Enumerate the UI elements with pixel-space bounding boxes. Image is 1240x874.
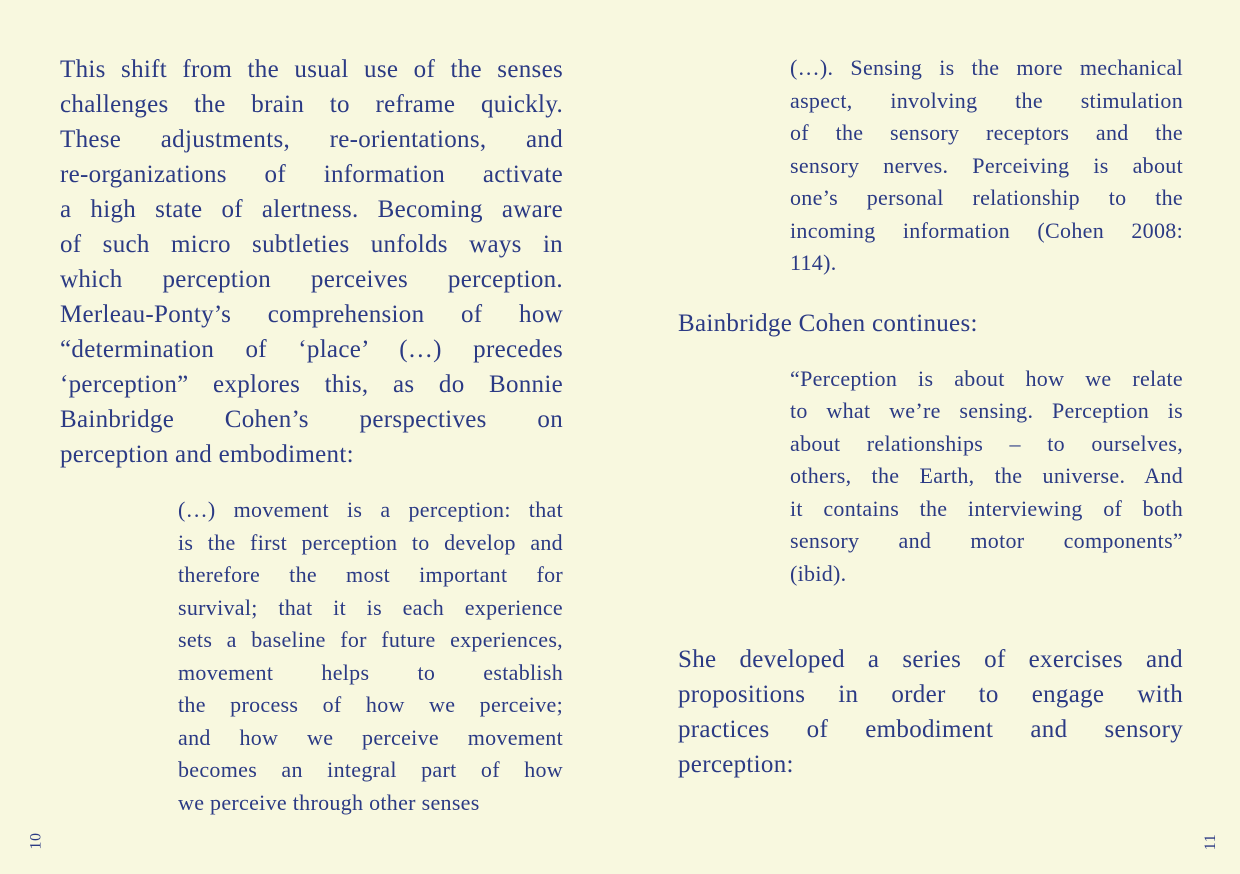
text-line: of the sensory receptors and the bbox=[790, 120, 1183, 145]
text-line: incoming information (Cohen 2008: bbox=[790, 217, 1183, 243]
text-line: ‘perception” explores this, as do Bonnie bbox=[60, 371, 563, 398]
text-line: re-organizations of information activate bbox=[60, 161, 563, 188]
right-blockquote-2 bbox=[790, 363, 1183, 591]
left-paragraph bbox=[60, 52, 563, 472]
text-line: survival; that it is each experience bbox=[178, 594, 563, 620]
text-line: to what we’re sensing. Perception is bbox=[790, 398, 1183, 423]
text-line: movement helps to establish bbox=[178, 659, 563, 685]
text-line: which perception perceives perception. bbox=[60, 266, 563, 293]
text-line: sensory and motor components” bbox=[790, 528, 1183, 553]
text-line: is the first perception to develop and bbox=[178, 529, 563, 555]
right-heading-text: Bainbridge Cohen continues: bbox=[678, 309, 978, 337]
right-page bbox=[678, 52, 1183, 782]
right-page-number: 11 bbox=[1202, 833, 1220, 851]
text-line: it contains the interviewing of both bbox=[790, 495, 1183, 521]
text-line: Bainbridge Cohen’s perspectives on bbox=[60, 406, 563, 433]
right-heading bbox=[678, 306, 1183, 341]
text-line: propositions in order to engage with bbox=[678, 681, 1183, 708]
text-line: “Perception is about how we relate bbox=[790, 365, 1183, 391]
left-page-number: 10 bbox=[27, 832, 45, 850]
text-line: These adjustments, re-orientations, and bbox=[60, 126, 563, 153]
text-line: 114). bbox=[790, 250, 837, 275]
text-line: sets a baseline for future experiences, bbox=[178, 627, 563, 652]
text-line: (…) movement is a perception: that bbox=[178, 497, 563, 522]
text-line: perception and embodiment: bbox=[60, 441, 354, 468]
text-line: This shift from the usual use of the senses bbox=[60, 56, 563, 83]
right-paragraph bbox=[678, 642, 1183, 782]
text-line: practices of embodiment and sensory bbox=[678, 716, 1183, 743]
left-page bbox=[60, 52, 563, 819]
text-line: sensory nerves. Perceiving is about bbox=[790, 152, 1183, 178]
text-line: (…). Sensing is the more mechanical bbox=[790, 55, 1183, 80]
text-line: “determination of ‘place’ (…) precedes bbox=[60, 336, 563, 363]
right-blockquote-1 bbox=[790, 52, 1183, 280]
left-blockquote bbox=[178, 494, 563, 819]
text-line: of such micro subtleties unfolds ways in bbox=[60, 231, 563, 258]
text-line: therefore the most important for bbox=[178, 562, 563, 587]
text-line: Merleau-Ponty’s comprehension of how bbox=[60, 301, 563, 328]
text-line: aspect, involving the stimulation bbox=[790, 87, 1183, 113]
text-line: She developed a series of exercises and bbox=[678, 646, 1183, 673]
text-line: perception: bbox=[678, 751, 794, 778]
text-line: becomes an integral part of how bbox=[178, 757, 563, 782]
text-line: about relationships – to ourselves, bbox=[790, 430, 1183, 456]
text-line: (ibid). bbox=[790, 560, 847, 586]
text-line: we perceive through other senses bbox=[178, 789, 480, 815]
text-line: challenges the brain to reframe quickly. bbox=[60, 91, 563, 118]
text-line: the process of how we perceive; bbox=[178, 692, 563, 717]
text-line: a high state of alertness. Becoming aware bbox=[60, 196, 563, 223]
text-line: and how we perceive movement bbox=[178, 724, 563, 750]
text-line: others, the Earth, the universe. And bbox=[790, 463, 1183, 488]
text-line: one’s personal relationship to the bbox=[790, 185, 1183, 210]
